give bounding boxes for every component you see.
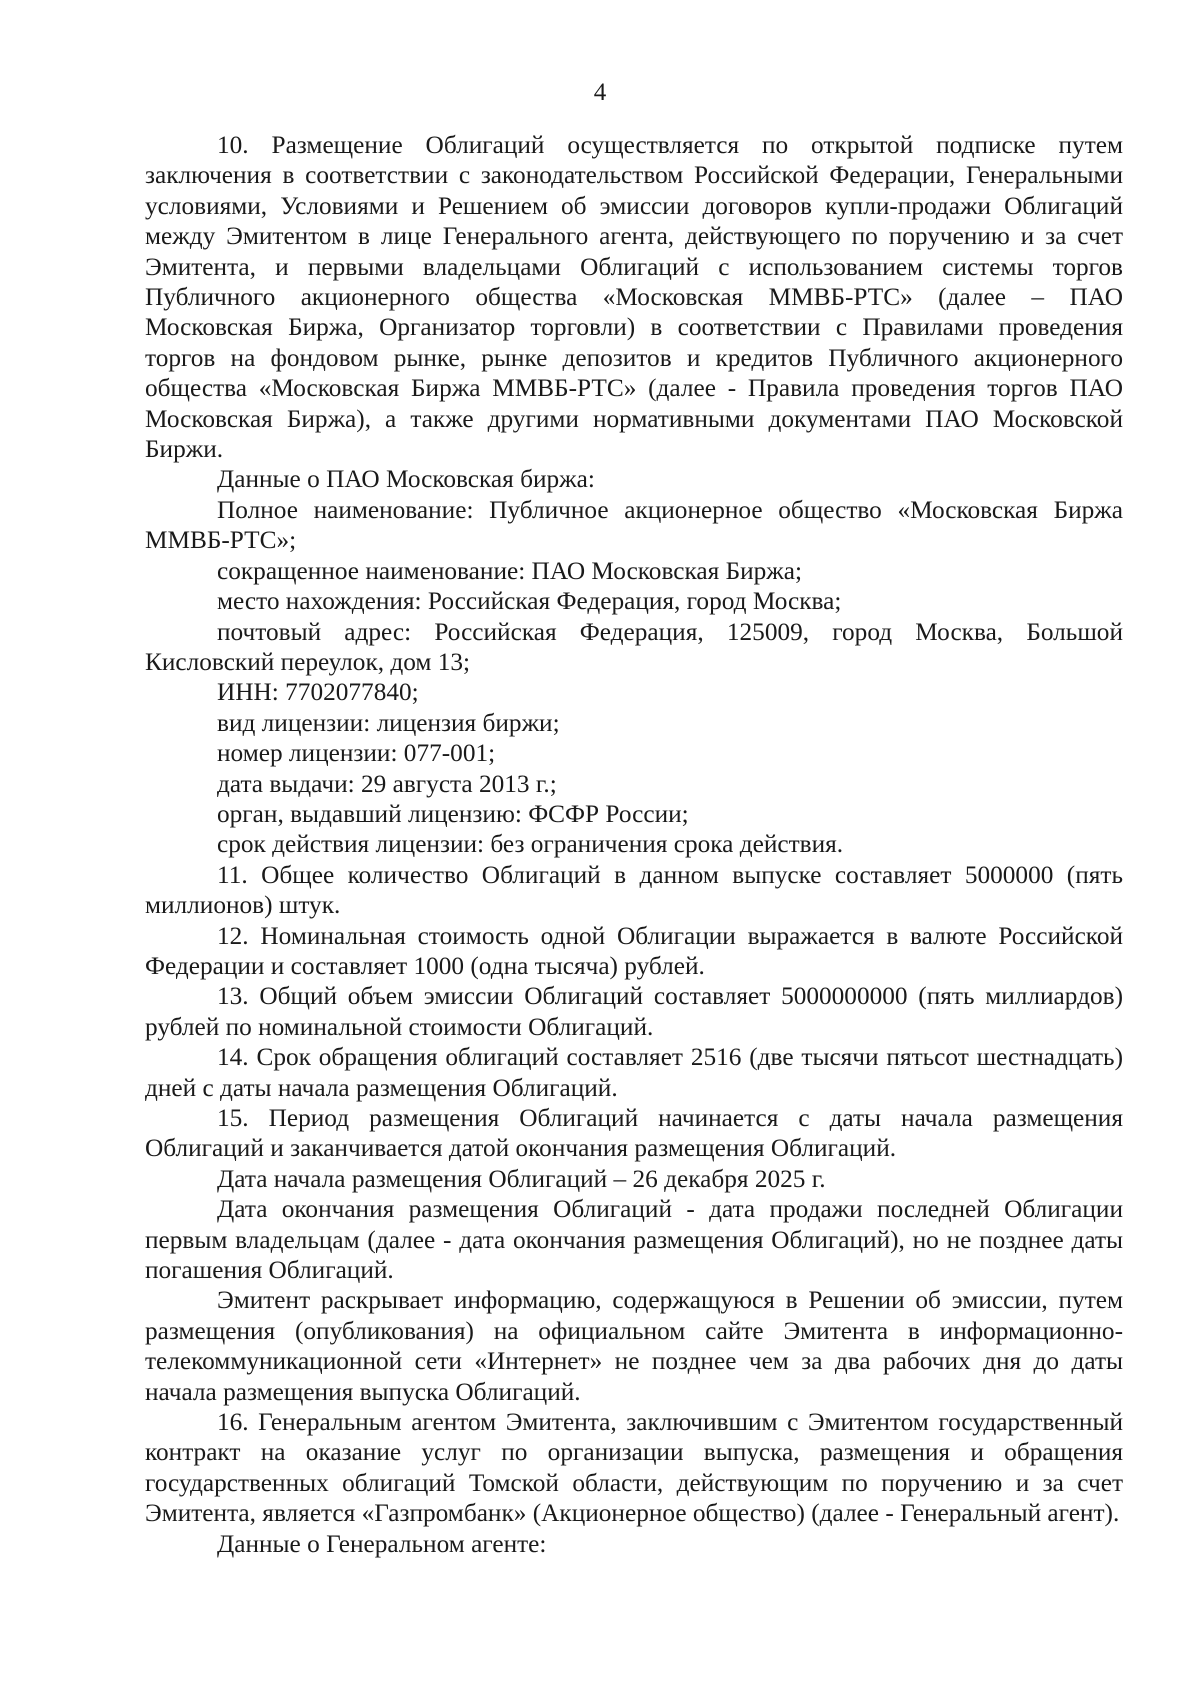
paragraph-disclosure: Эмитент раскрывает информацию, содержащуюся в Решении об эмиссии, путем размещения (опубликования) на официальном сайте Эмитента в информационно-телекоммуникационной сети «Интернет» не позднее чем за два рабочих дня до даты начала размещения выпуска Облигаций. xyxy=(145,1286,1123,1406)
paragraph-license-issuer: орган, выдавший лицензию: ФСФР России; xyxy=(217,799,689,828)
paragraph-license-type: вид лицензии: лицензия биржи; xyxy=(217,708,560,737)
paragraph-14-circulation-term: 14. Срок обращения облигаций составляет 2516 (две тысячи пятьсот шестнадцать) дней с даты начала размещения Облигаций. xyxy=(145,1043,1123,1102)
document-body xyxy=(145,130,1123,1559)
paragraph-license-number: номер лицензии: 077-001; xyxy=(217,739,496,768)
paragraph-license-validity: срок действия лицензии: без ограничения срока действия. xyxy=(217,830,844,859)
paragraph-exchange-inn: ИНН: 7702077840; xyxy=(217,678,419,707)
paragraph-exchange-short-name: сокращенное наименование: ПАО Московская Биржа; xyxy=(217,556,803,585)
page-number: 4 xyxy=(593,79,607,106)
paragraph-placement-end-date: Дата окончания размещения Облигаций - дата продажи последней Облигации первым владельцам (далее - дата окончания размещения Облигаций), но не позднее даты погашения Облигаций. xyxy=(145,1195,1123,1285)
paragraph-general-agent-data-heading: Данные о Генеральном агенте: xyxy=(217,1529,547,1558)
paragraph-exchange-data-heading: Данные о ПАО Московская биржа: xyxy=(217,465,595,494)
paragraph-16-general-agent: 16. Генеральным агентом Эмитента, заключившим с Эмитентом государственный контракт на оказание услуг по организации выпуска, размещения и обращения государственных облигаций Томской области, действующим по поручению и за счет Эмитента, является «Газпромбанк» (Акционерное общество) (далее - Генеральный агент). xyxy=(145,1408,1123,1528)
paragraph-exchange-postal-address: почтовый адрес: Российская Федерация, 125009, город Москва, Большой Кисловский переулок, дом 13; xyxy=(145,617,1123,676)
paragraph-11-quantity: 11. Общее количество Облигаций в данном выпуске составляет 5000000 (пять миллионов) штук. xyxy=(145,860,1123,920)
paragraph-exchange-location: место нахождения: Российская Федерация, город Москва; xyxy=(217,587,842,616)
paragraph-placement-start-date: Дата начала размещения Облигаций – 26 декабря 2025 г. xyxy=(217,1164,826,1193)
paragraph-15-placement-period: 15. Период размещения Облигаций начинается с даты начала размещения Облигаций и заканчивается датой окончания размещения Облигаций. xyxy=(145,1104,1123,1163)
paragraph-12-nominal-value: 12. Номинальная стоимость одной Облигации выражается в валюте Российской Федерации и составляет 1000 (одна тысяча) рублей. xyxy=(145,921,1123,980)
paragraph-13-total-volume: 13. Общий объем эмиссии Облигаций составляет 5000000000 (пять миллиардов) рублей по номинальной стоимости Облигаций. xyxy=(145,982,1123,1041)
paragraph-exchange-full-name: Полное наименование: Публичное акционерное общество «Московская Биржа ММВБ-РТС»; xyxy=(145,495,1123,555)
paragraph-10-placement: 10. Размещение Облигаций осуществляется по открытой подписке путем заключения в соответствии с законодательством Российской Федерации, Генеральными условиями, Условиями и Решением об эмиссии договоров купли-продажи Облигаций между Эмитентом в лице Генерального агента, действующего по поручению и за счет Эмитента, и первыми владельцами Облигаций с использованием системы торгов Публичного акционерного общества «Московская ММВБ-РТС» (далее – ПАО Московская Биржа, Организатор торговли) в соответствии с Правилами проведения торгов на фондовом рынке, рынке депозитов и кредитов Публичного акционерного общества «Московская Биржа ММВБ-РТС» (далее - Правила проведения торгов ПАО Московская Биржа), а также другими нормативными документами ПАО Московской Биржи. xyxy=(145,131,1123,464)
paragraph-license-issue-date: дата выдачи: 29 августа 2013 г.; xyxy=(217,769,557,798)
